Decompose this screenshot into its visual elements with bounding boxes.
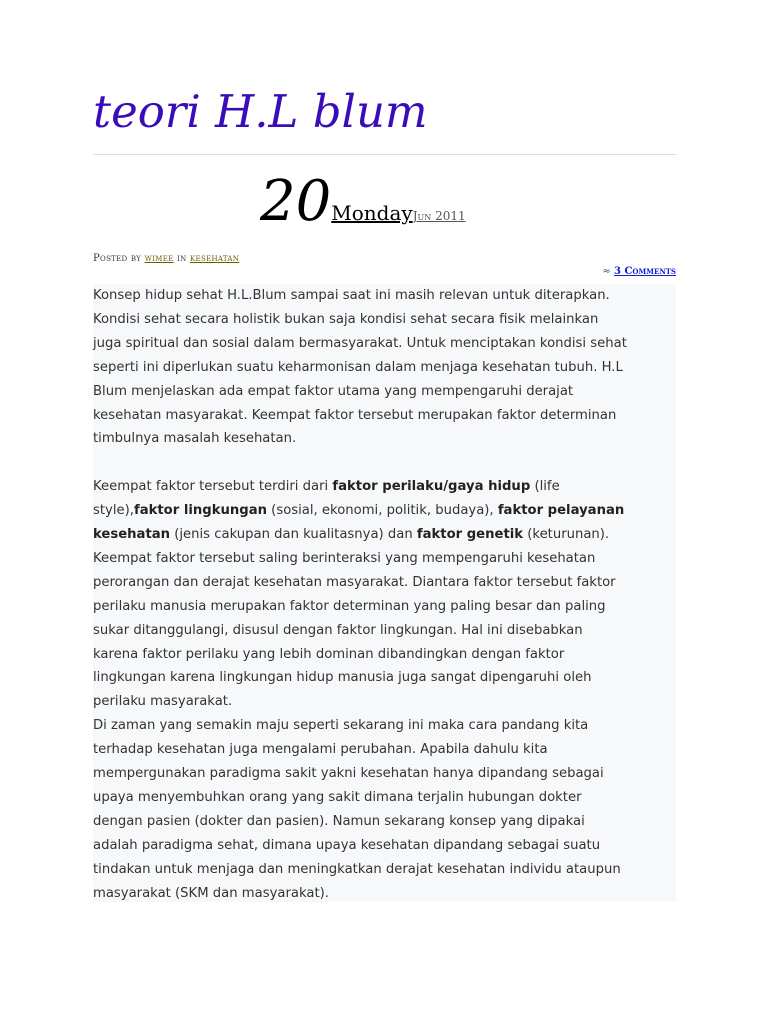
article-line xyxy=(93,523,676,547)
posted-by-label: Posted by xyxy=(93,253,142,264)
comments-link[interactable]: 3 Comments xyxy=(614,266,676,277)
bold-term: faktor pelayanan xyxy=(497,503,625,519)
article-line xyxy=(93,475,676,499)
in-label: in xyxy=(177,253,187,264)
post-date xyxy=(260,170,466,234)
article-line: perilaku masyarakat. xyxy=(93,694,233,710)
article-line: adalah paradigma sehat, dimana upaya kesehatan dipandang sebagai suatu xyxy=(93,837,601,853)
text-span: style), xyxy=(93,503,134,519)
article-body xyxy=(93,284,676,902)
comments-prefix: ≈ xyxy=(602,266,611,277)
title-divider xyxy=(93,154,676,155)
article-line: sukar ditanggulangi, disusul dengan faktor lingkungan. Hal ini disebabkan xyxy=(93,622,583,638)
article-line: Kondisi sehat secara holistik bukan saja kondisi sehat secara fisik melainkan xyxy=(93,311,599,327)
text-span: Keempat faktor tersebut terdiri dari xyxy=(93,479,333,495)
paragraph-gap xyxy=(93,451,676,475)
article-line: kesehatan masyarakat. Keempat faktor tersebut merupakan faktor determinan xyxy=(93,407,617,423)
author-link[interactable]: wimee xyxy=(144,253,174,264)
article-line: terhadap kesehatan juga mengalami perubahan. Apabila dahulu kita xyxy=(93,742,548,758)
article-line: upaya menyembuhkan orang yang sakit dimana terjalin hubungan dokter xyxy=(93,790,582,806)
article-line: perilaku manusia merupakan faktor determinan yang paling besar dan paling xyxy=(93,598,606,614)
article-line: Konsep hidup sehat H.L.Blum sampai saat ini masih relevan untuk diterapkan. xyxy=(93,288,610,303)
post-date-month-year-link[interactable]: Jun 2011 xyxy=(412,209,466,223)
article-line xyxy=(93,499,676,523)
comments-count xyxy=(602,266,676,277)
article-line: seperti ini diperlukan suatu keharmonisan dalam menjaga kesehatan tubuh. H.L xyxy=(93,359,623,375)
article-line: masyarakat (SKM dan masyarakat). xyxy=(93,885,329,901)
post-date-day: 20 xyxy=(260,169,332,234)
bold-term: faktor lingkungan xyxy=(133,503,267,519)
article-line: Di zaman yang semakin maju seperti sekarang ini maka cara pandang kita xyxy=(93,718,589,734)
post-meta xyxy=(93,253,239,264)
article-line: juga spiritual dan sosial dalam bermasyarakat. Untuk menciptakan kondisi sehat xyxy=(93,335,627,351)
bold-term: faktor genetik xyxy=(416,527,524,543)
text-span: (sosial, ekonomi, politik, budaya), xyxy=(266,503,498,519)
article-line: tindakan untuk menjaga dan meningkatkan derajat kesehatan individu ataupun xyxy=(93,861,621,877)
post-date-weekday-link[interactable]: Monday xyxy=(331,201,413,225)
text-span: (keturunan). xyxy=(523,527,610,543)
text-span: (life xyxy=(530,479,560,495)
article-line: perorangan dan derajat kesehatan masyarakat. Diantara faktor tersebut faktor xyxy=(93,574,616,590)
bold-term: faktor perilaku/gaya hidup xyxy=(332,479,531,495)
article-line: Keempat faktor tersebut saling berinteraksi yang mempengaruhi kesehatan xyxy=(93,550,596,566)
article-line: dengan pasien (dokter dan pasien). Namun sekarang konsep yang dipakai xyxy=(93,813,585,829)
article-line: lingkungan karena lingkungan hidup manusia juga sangat dipengaruhi oleh xyxy=(93,670,592,686)
article-line: Blum menjelaskan ada empat faktor utama yang mempengaruhi derajat xyxy=(93,383,574,399)
article-line: karena faktor perilaku yang lebih dominan dibandingkan dengan faktor xyxy=(93,646,565,662)
category-link[interactable]: kesehatan xyxy=(190,253,240,264)
post-title: teori H.L blum xyxy=(93,85,428,138)
article-line: timbulnya masalah kesehatan. xyxy=(93,431,297,447)
text-span: (jenis cakupan dan kualitasnya) dan xyxy=(170,527,417,543)
bold-term: kesehatan xyxy=(93,527,171,543)
article-line: mempergunakan paradigma sakit yakni kesehatan hanya dipandang sebagai xyxy=(93,766,604,782)
